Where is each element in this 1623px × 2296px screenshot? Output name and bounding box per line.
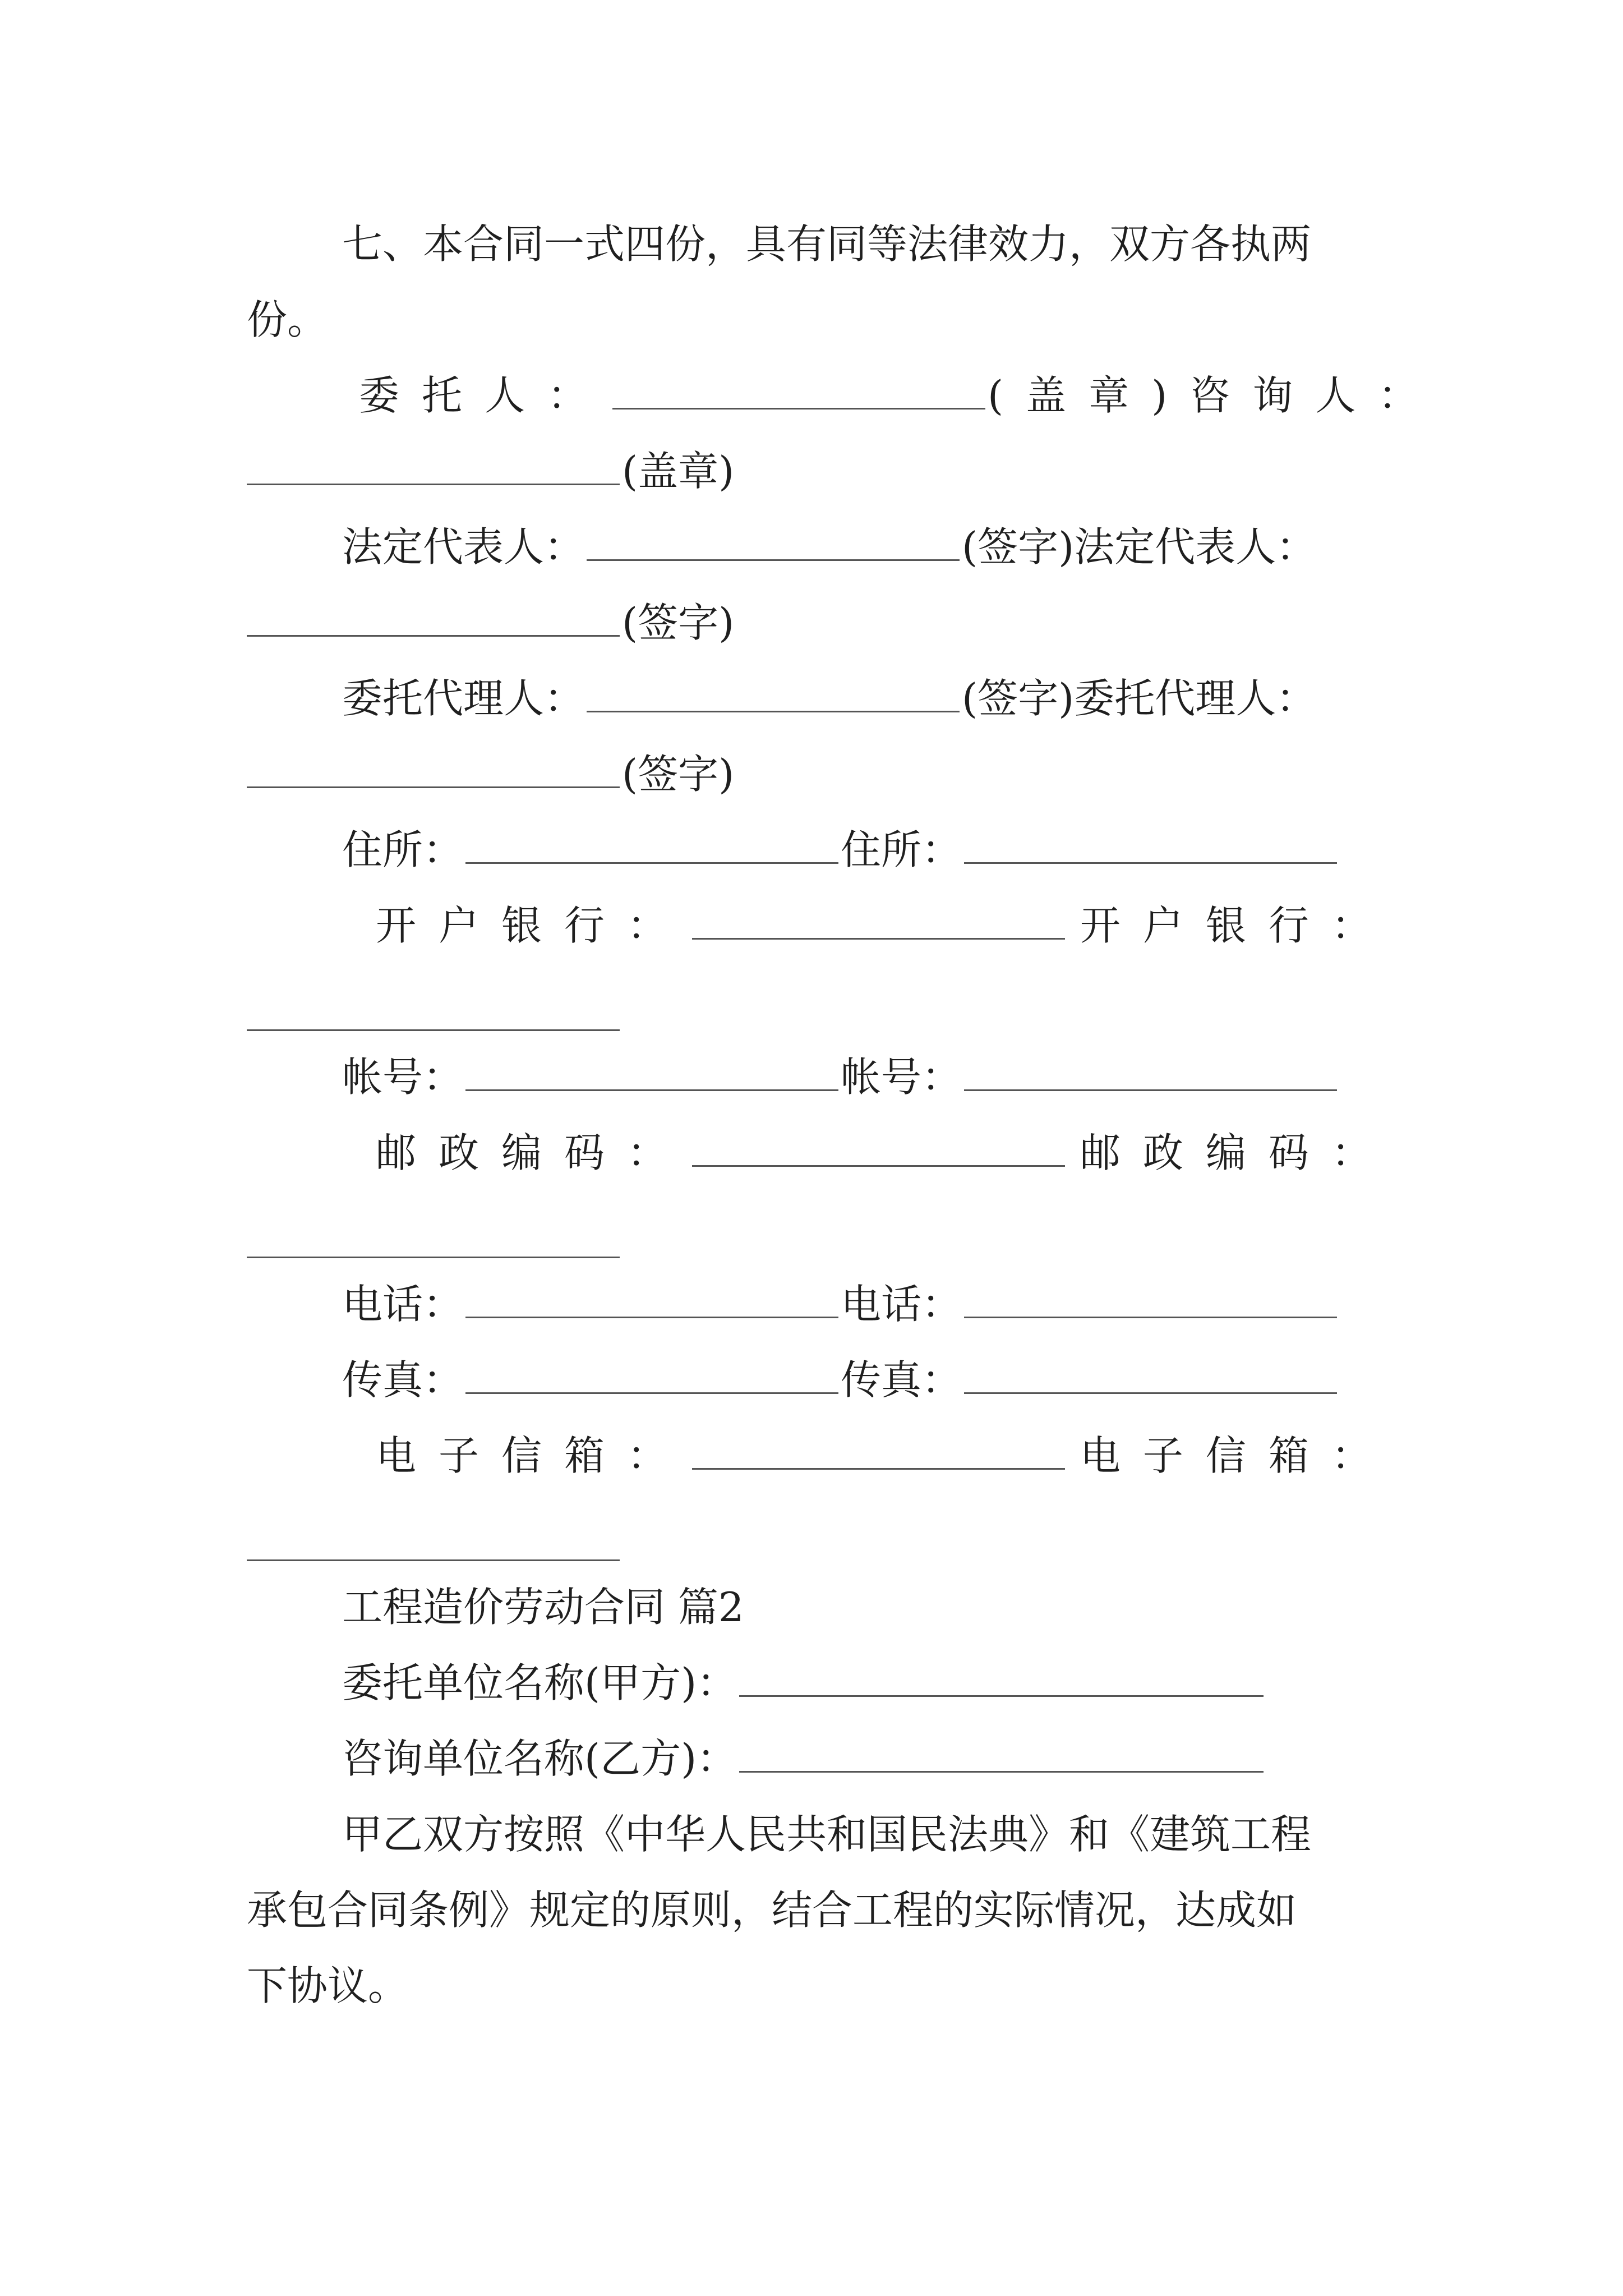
sign-label: (签字) [962, 675, 1075, 722]
bank-row [376, 898, 1394, 954]
sign-label: (签字) [622, 751, 735, 798]
email-row [376, 1428, 1394, 1484]
client-seal-row [359, 367, 1441, 424]
seal-label: (盖章) [622, 448, 735, 495]
sign-label: (签字) [622, 599, 735, 646]
postal-blank[interactable] [692, 1143, 1065, 1167]
bank-label: 开户银行： [1080, 902, 1394, 949]
client-label: 委托人： [359, 372, 611, 419]
consultant-label: 咨询人： [1189, 372, 1441, 419]
intro-line-2 [247, 1882, 1297, 1938]
intro-line-1 [342, 1806, 1311, 1862]
party-b-label: 咨询单位名称(乙方)： [342, 1735, 737, 1782]
email-blank-2[interactable] [247, 1559, 620, 1561]
agent-label: 委托代理人： [342, 675, 585, 722]
party-a-blank[interactable] [739, 1673, 1264, 1697]
address-row [342, 822, 1339, 878]
postal-blank-2[interactable] [247, 1257, 620, 1258]
email-label: 电子信箱： [376, 1432, 690, 1479]
party-b-row [342, 1731, 1266, 1787]
legal-rep-label: 法定代表人： [342, 523, 585, 570]
client-blank[interactable] [612, 385, 985, 409]
fax-label: 传真： [342, 1356, 464, 1404]
legal-rep-blank-2[interactable] [247, 613, 620, 637]
fax-label: 传真： [841, 1356, 962, 1404]
account-blank-2[interactable] [964, 1067, 1337, 1091]
intro-line-3 [247, 1958, 408, 2014]
address-blank[interactable] [465, 840, 838, 864]
address-blank-2[interactable] [964, 840, 1337, 864]
phone-row [342, 1276, 1339, 1332]
address-label: 住所： [841, 826, 962, 873]
postal-row [376, 1125, 1394, 1181]
address-label: 住所： [342, 826, 464, 873]
account-label: 帐号： [342, 1053, 464, 1101]
agent-blank-2[interactable] [247, 764, 620, 788]
phone-blank[interactable] [465, 1294, 838, 1318]
legal-rep-row [342, 519, 1316, 575]
agent-blank[interactable] [587, 688, 960, 712]
legal-rep-blank[interactable] [587, 537, 960, 561]
email-blank[interactable] [692, 1446, 1065, 1470]
phone-label: 电话： [342, 1281, 464, 1328]
clause-7-text: 七、本合同一式四份，具有同等法律效力，双方各执两 [342, 220, 1312, 268]
fax-blank[interactable] [465, 1370, 838, 1394]
party-b-blank[interactable] [739, 1749, 1264, 1773]
fax-blank-2[interactable] [964, 1370, 1337, 1394]
section-title-text: 工程造价劳动合同 篇2 [342, 1584, 744, 1631]
section-title [342, 1579, 744, 1635]
email-label: 电子信箱： [1080, 1432, 1394, 1479]
consultant-blank[interactable] [247, 461, 620, 485]
bank-blank[interactable] [692, 915, 1065, 940]
phone-label: 电话： [841, 1281, 962, 1328]
party-a-row [342, 1655, 1266, 1711]
legal-rep-row-2 [247, 595, 734, 651]
intro-text: 甲乙双方按照《中华人民共和国民法典》和《建筑工程 [342, 1811, 1312, 1858]
postal-label: 邮政编码： [376, 1129, 690, 1176]
consultant-seal-row [247, 443, 734, 499]
postal-label: 邮政编码： [1080, 1129, 1394, 1176]
bank-label: 开户银行： [376, 902, 690, 949]
agent-row [342, 670, 1316, 726]
account-label: 帐号： [841, 1053, 962, 1101]
seal-label: (盖章) [988, 372, 1190, 419]
intro-text: 下协议。 [247, 1962, 409, 2009]
bank-blank-2[interactable] [247, 1029, 620, 1031]
account-blank[interactable] [465, 1067, 838, 1091]
agent-label: 委托代理人： [1074, 675, 1317, 722]
sign-label: (签字) [962, 523, 1075, 570]
phone-blank-2[interactable] [964, 1294, 1337, 1318]
party-a-label: 委托单位名称(甲方)： [342, 1659, 737, 1706]
clause-7-text-end: 份。 [247, 296, 328, 343]
legal-rep-label: 法定代表人： [1074, 523, 1317, 570]
intro-text: 承包合同条例》规定的原则，结合工程的实际情况，达成如 [247, 1887, 1297, 1934]
account-row [342, 1049, 1339, 1105]
fax-row [342, 1352, 1339, 1408]
clause-7-line-2 [247, 292, 328, 348]
clause-7-line-1 [342, 216, 1311, 272]
agent-row-2 [247, 746, 734, 802]
